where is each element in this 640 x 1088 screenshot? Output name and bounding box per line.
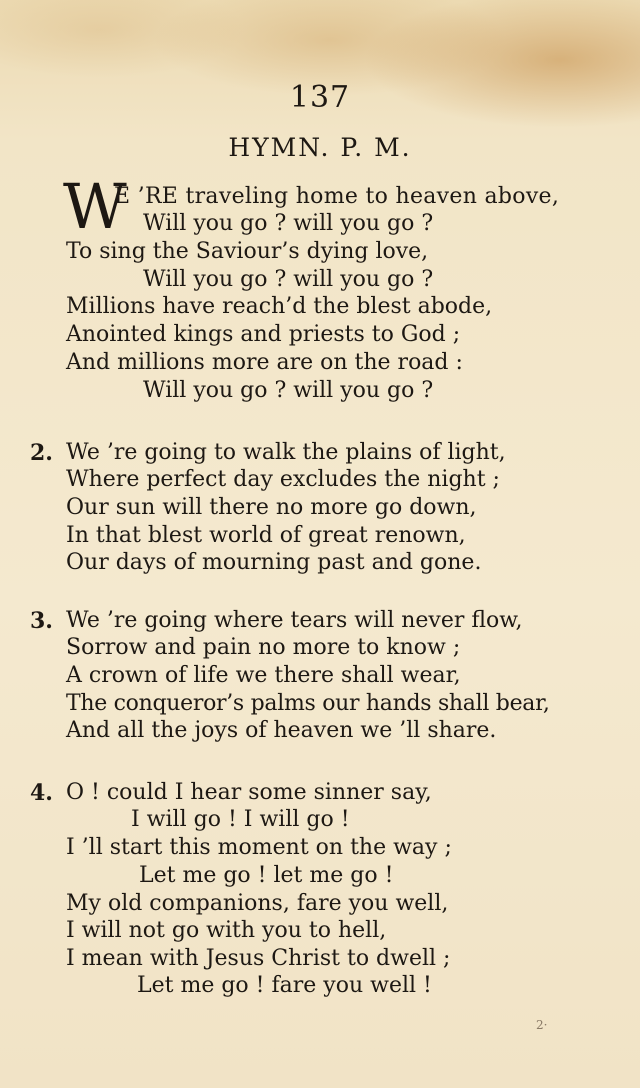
drop-cap: W	[63, 170, 127, 243]
hymn-title: HYMN. P. M.	[228, 133, 412, 162]
stanza-3-line-4: The conqueror’s palms our hands shall bear,	[66, 691, 550, 716]
stanza-number: 3.	[30, 608, 53, 634]
stanza-4-line-2: I will go ! I will go !	[131, 807, 350, 832]
stanza-1-line-8: Will you go ? will you go ?	[143, 378, 434, 403]
stanza-1-line-2: Will you go ? will you go ?	[143, 211, 434, 236]
stanza-4-line-5: My old companions, fare you well,	[66, 891, 449, 916]
stanza-4-line-3: I ’ll start this moment on the way ;	[66, 835, 452, 860]
stanza-1-line-3: To sing the Saviour’s dying love,	[66, 239, 429, 264]
stanza-4-line-7: I mean with Jesus Christ to dwell ;	[66, 946, 451, 971]
stanza-2-line-4: In that blest world of great renown,	[66, 523, 466, 548]
stanza-4-line-8: Let me go ! fare you well !	[137, 973, 432, 998]
stanza-4-line-6: I will not go with you to hell,	[66, 918, 387, 943]
stanza-2-line-3: Our sun will there no more go down,	[66, 495, 477, 520]
stanza-1-line-6: Anointed kings and priests to God ;	[66, 322, 461, 347]
stanza-1-line-4: Will you go ? will you go ?	[143, 267, 434, 292]
stanza-3-line-2: Sorrow and pain no more to know ;	[66, 635, 461, 660]
stanza-2-line-2: Where perfect day excludes the night ;	[66, 467, 500, 492]
stanza-3-line-5: And all the joys of heaven we ’ll share.	[66, 718, 497, 743]
stanza-4-line-1: O ! could I hear some sinner say,	[66, 780, 432, 805]
stanza-2-line-5: Our days of mourning past and gone.	[66, 550, 482, 575]
stanza-number: 4.	[30, 780, 53, 806]
corner-mark: 2·	[536, 1018, 548, 1032]
stanza-4-line-4: Let me go ! let me go !	[139, 863, 394, 888]
stanza-1-line-7: And millions more are on the road :	[66, 350, 463, 375]
stanza-number: 2.	[30, 440, 53, 466]
stanza-1-line-1: E ’RE traveling home to heaven above,	[114, 184, 560, 209]
stanza-1-line-5: Millions have reach’d the blest abode,	[66, 294, 493, 319]
stanza-3-line-3: A crown of life we there shall wear,	[66, 663, 461, 688]
page-number: 137	[289, 80, 351, 115]
stanza-2-line-1: We ’re going to walk the plains of light,	[66, 440, 506, 465]
stanza-3-line-1: We ’re going where tears will never flow,	[66, 608, 523, 633]
